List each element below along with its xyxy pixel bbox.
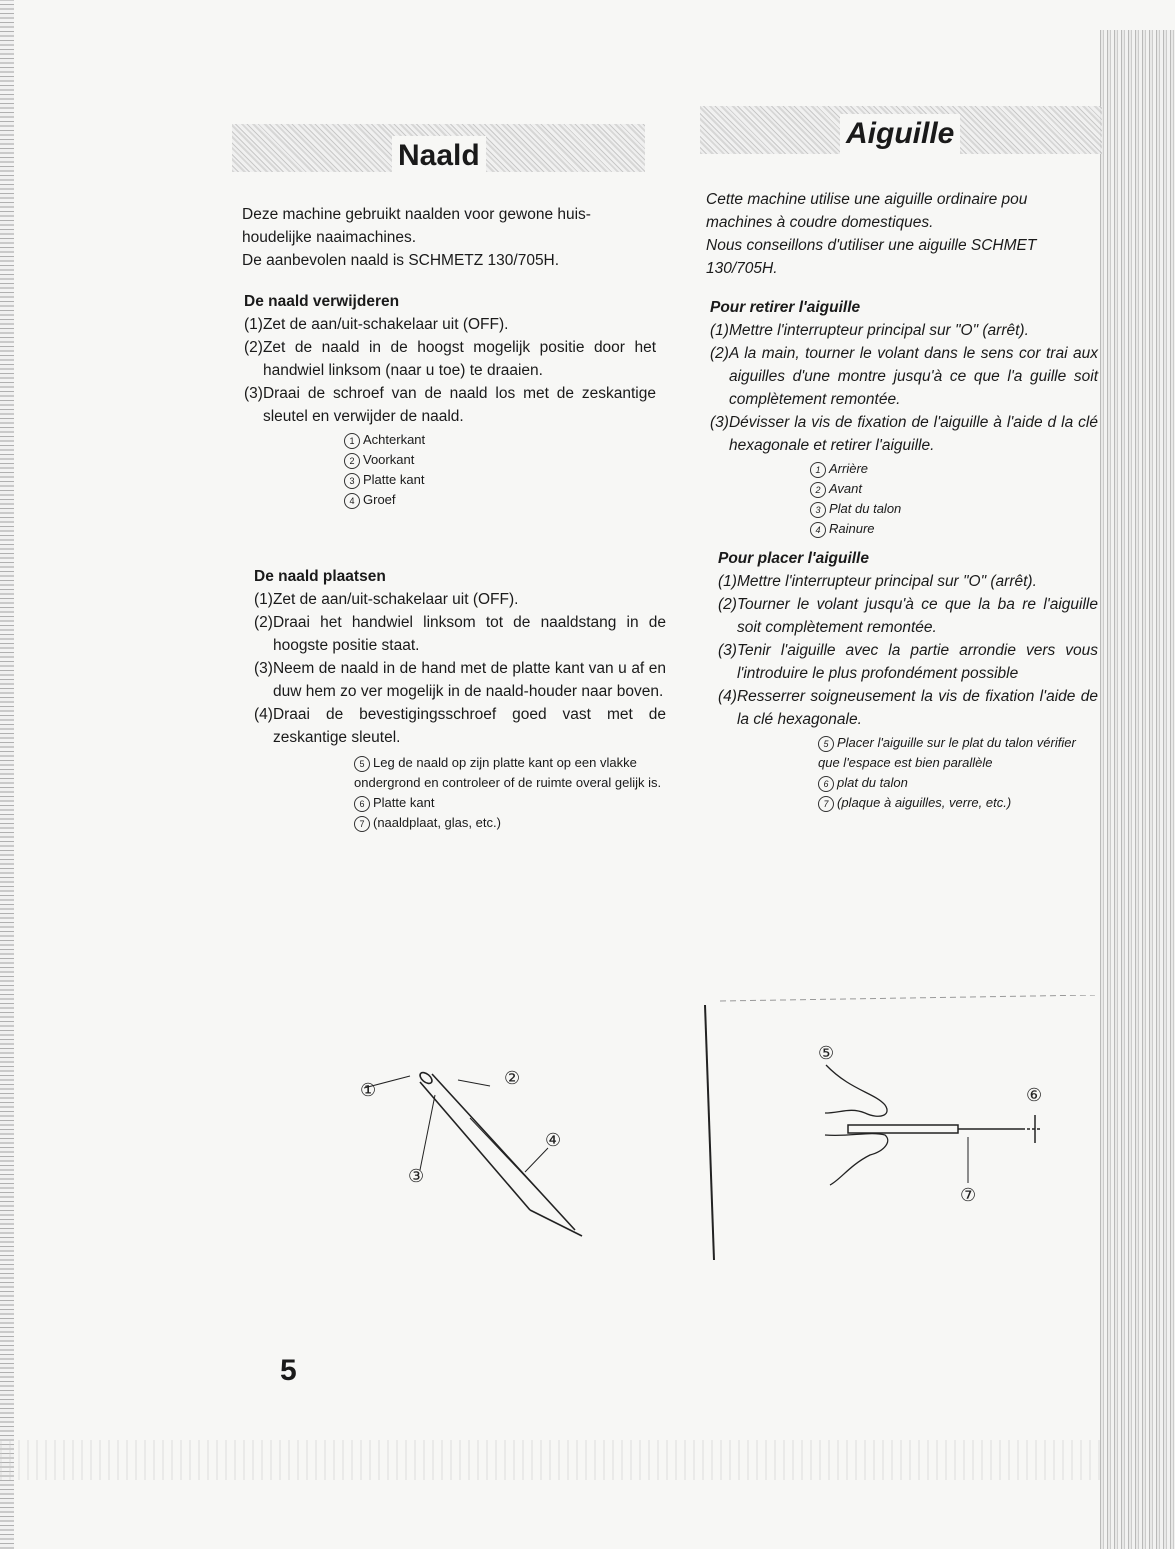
step-text: Tourner le volant jusqu'à ce que la ba re l'aiguille soit complètement remontée.	[736, 596, 1098, 636]
legend-number: 6	[354, 796, 370, 812]
legend-item	[810, 519, 1098, 539]
legend-item	[810, 459, 1098, 479]
step-text: Resserrer soigneusement la vis de fixation l'aide de la clé hexagonale.	[736, 688, 1098, 728]
fr-intro-line: machines à coudre domestiques.	[706, 214, 934, 231]
fr-insert-heading: Pour placer l'aiguille	[718, 550, 869, 567]
step-text: Zet de naald in de hoogst mogelijk positie door het handwiel linksom (naar u toe) te draaien.	[262, 339, 656, 379]
legend-number: 3	[810, 502, 826, 518]
fr-insert-section	[718, 547, 1098, 813]
page-number: 5	[280, 1354, 297, 1387]
legend-label: Avant	[829, 481, 863, 496]
list-item	[244, 336, 656, 382]
step-number: (1)	[710, 322, 729, 339]
needle-icon	[848, 1115, 1040, 1143]
fr-remove-section	[710, 296, 1098, 539]
legend-label: Voorkant	[363, 452, 415, 467]
step-number: (2)	[710, 345, 729, 362]
legend-label: Achterkant	[363, 432, 426, 447]
list-item	[254, 703, 666, 749]
fr-remove-heading: Pour retirer l'aiguille	[710, 299, 861, 316]
nl-title: Naald	[392, 136, 486, 176]
step-text: Zet de aan/uit-schakelaar uit (OFF).	[262, 316, 509, 333]
step-number: (1)	[718, 573, 737, 590]
list-item	[718, 685, 1098, 731]
legend-label: Groef	[363, 492, 396, 507]
step-number: (1)	[254, 591, 273, 608]
legend-number: 1	[344, 433, 360, 449]
step-text: A la main, tourner le volant dans le sens cor trai aux aiguilles d'une montre jusqu'à ce que l'a guille soit complètement remontée.	[728, 345, 1098, 408]
list-item	[718, 593, 1098, 639]
nl-remove-heading: De naald verwijderen	[244, 293, 400, 310]
legend-number: 5	[818, 736, 834, 752]
label-6: ⑥	[1026, 1085, 1043, 1106]
list-item	[710, 342, 1098, 411]
step-number: (3)	[710, 414, 729, 431]
label-4: ④	[545, 1130, 562, 1151]
needle-check-diagram	[700, 995, 1100, 1265]
step-number: (2)	[254, 614, 273, 631]
step-text: Zet de aan/uit-schakelaar uit (OFF).	[272, 591, 519, 608]
nl-title-banner	[232, 124, 645, 172]
label-1: ①	[360, 1080, 377, 1101]
frame-line	[705, 1005, 714, 1260]
list-item	[244, 313, 656, 336]
legend-number: 7	[354, 816, 370, 832]
fr-title: Aiguille	[840, 114, 960, 154]
nl-intro	[242, 203, 662, 272]
step-number: (1)	[244, 316, 263, 333]
step-number: (2)	[718, 596, 737, 613]
legend-label: (plaque à aiguilles, verre, etc.)	[837, 795, 1012, 810]
step-text: Mettre l'interrupteur principal sur "O" (arrêt).	[736, 573, 1037, 590]
legend-item	[354, 793, 664, 813]
list-item	[254, 611, 666, 657]
needle-icon	[418, 1070, 582, 1236]
fr-intro-line: Cette machine utilise une aiguille ordinaire pou	[706, 191, 1028, 208]
fr-intro	[706, 188, 1098, 280]
label-3: ③	[408, 1166, 425, 1187]
list-item	[710, 411, 1098, 457]
legend-item	[354, 753, 664, 793]
label-2: ②	[504, 1068, 521, 1089]
nl-insert-heading: De naald plaatsen	[254, 568, 386, 585]
legend-label: Placer l'aiguille sur le plat du talon vérifier que l'espace est bien parallèle	[818, 735, 1076, 770]
legend-label: Arrière	[829, 461, 869, 476]
step-text: Dévisser la vis de fixation de l'aiguille à l'aide d la clé hexagonale et retirer l'aiguille.	[728, 414, 1098, 454]
step-number: (4)	[254, 706, 273, 723]
nl-intro-line: Deze machine gebruikt naalden voor gewone huis-	[242, 206, 591, 223]
frame-line	[720, 995, 1095, 1001]
step-text: Neem de naald in de hand met de platte kant van u af en duw hem zo ver mogelijk in de naald-houder naar boven.	[272, 660, 666, 700]
legend-item	[818, 733, 1098, 773]
legend-label: Plat du talon	[829, 501, 902, 516]
nl-insert-section	[254, 565, 666, 833]
step-number: (3)	[254, 660, 273, 677]
scan-edge-left	[0, 0, 14, 1549]
fr-intro-line: Nous conseillons d'utiliser une aiguille SCHMET	[706, 237, 1037, 254]
nl-intro-line: De aanbevolen naald is SCHMETZ 130/705H.	[242, 252, 560, 269]
list-item	[718, 639, 1098, 685]
legend-item	[344, 430, 656, 450]
legend-number: 4	[344, 493, 360, 509]
step-text: Mettre l'interrupteur principal sur "O" (arrêt).	[728, 322, 1029, 339]
list-item	[254, 657, 666, 703]
step-text: Tenir l'aiguille avec la partie arrondie vers vous l'introduire le plus profondément possible	[736, 642, 1098, 682]
label-5: ⑤	[818, 1043, 835, 1064]
scan-edge-bottom	[0, 1440, 1100, 1480]
nl-intro-line: houdelijke naaimachines.	[242, 229, 417, 246]
scan-edge-right	[1100, 30, 1175, 1549]
legend-label: plat du talon	[837, 775, 908, 790]
list-item	[710, 319, 1098, 342]
legend-label: Platte kant	[363, 472, 425, 487]
legend-item	[810, 479, 1098, 499]
legend-number: 2	[810, 482, 826, 498]
legend-item	[818, 793, 1098, 813]
legend-item	[354, 813, 664, 833]
legend-label: Platte kant	[373, 795, 435, 810]
legend-item	[810, 499, 1098, 519]
legend-label: Rainure	[829, 521, 875, 536]
legend-number: 1	[810, 462, 826, 478]
nl-remove-section	[244, 290, 656, 510]
step-number: (4)	[718, 688, 737, 705]
legend-number: 3	[344, 473, 360, 489]
label-7: ⑦	[960, 1185, 977, 1206]
list-item	[244, 382, 656, 428]
fr-intro-line: 130/705H.	[706, 260, 778, 277]
step-text: Draai de schroef van de naald los met de zeskantige sleutel en verwijder de naald.	[262, 385, 656, 425]
needle-diagram	[340, 1040, 600, 1250]
legend-item	[344, 490, 656, 510]
step-text: Draai het handwiel linksom tot de naaldstang in de hoogste positie staat.	[272, 614, 666, 654]
legend-label: Leg de naald op zijn platte kant op een vlakke ondergrond en controleer of de ruimte overal gelijk is.	[354, 755, 662, 790]
list-item	[254, 588, 666, 611]
legend-label: (naaldplaat, glas, etc.)	[373, 815, 501, 830]
legend-number: 6	[818, 776, 834, 792]
step-number: (3)	[244, 385, 263, 402]
step-number: (3)	[718, 642, 737, 659]
legend-number: 4	[810, 522, 826, 538]
legend-number: 2	[344, 453, 360, 469]
legend-item	[344, 470, 656, 490]
fr-title-banner	[700, 106, 1102, 154]
list-item	[718, 570, 1098, 593]
legend-item	[818, 773, 1098, 793]
step-number: (2)	[244, 339, 263, 356]
legend-item	[344, 450, 656, 470]
legend-number: 7	[818, 796, 834, 812]
legend-number: 5	[354, 756, 370, 772]
step-text: Draai de bevestigingsschroef goed vast met de zeskantige sleutel.	[272, 706, 666, 746]
